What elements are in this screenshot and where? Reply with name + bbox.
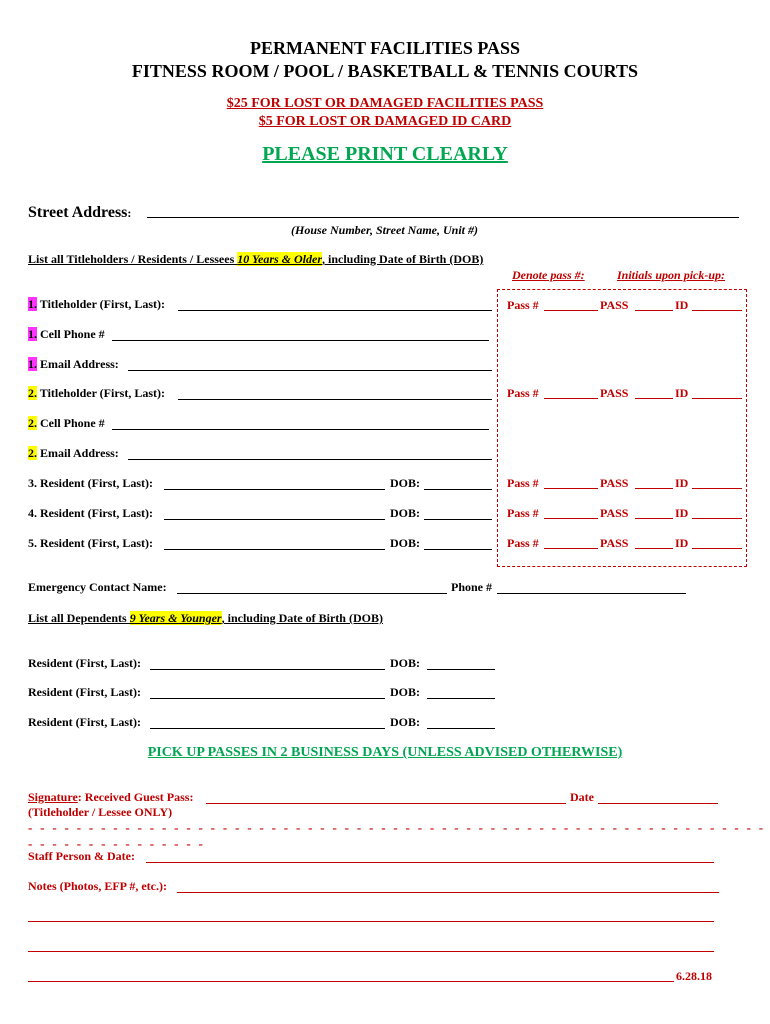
pass-initials-field[interactable] — [635, 310, 673, 311]
cell-phone-1-field[interactable] — [112, 340, 489, 341]
signature-date-label: Date — [570, 790, 594, 804]
id-initials-field[interactable] — [692, 310, 742, 311]
pass-number-field[interactable] — [544, 398, 598, 399]
email-2-label: 2. Email Address: — [28, 446, 119, 460]
fee-notice-id: $5 FOR LOST OR DAMAGED ID CARD — [258, 114, 512, 129]
staff-person-field[interactable] — [146, 862, 714, 863]
pickup-notice: PICK UP PASSES IN 2 BUSINESS DAYS (UNLESS ADVISED OTHERWISE) — [147, 745, 623, 760]
dependent-1-label: Resident (First, Last): — [28, 656, 141, 670]
initials-pickup-label: Initials upon pick-up: — [617, 268, 726, 282]
email-2-field[interactable] — [128, 459, 492, 460]
resident-5-dob-label: DOB: — [390, 536, 420, 550]
emergency-contact-label: Emergency Contact Name: — [28, 580, 167, 594]
pass-initials-field[interactable] — [635, 548, 673, 549]
pass-number-label: Pass # — [507, 476, 539, 490]
titleholders-intro: List all Titleholders / Residents / Lessees 10 Years & Older, including Date of Birth (DOB) — [28, 252, 484, 266]
id-initials-label: ID — [675, 386, 689, 400]
dependent-2-name-field[interactable] — [150, 698, 385, 699]
form-title: PERMANENT FACILITIES PASS — [249, 38, 521, 58]
resident-3-dob-label: DOB: — [390, 476, 420, 490]
print-clearly-notice: PLEASE PRINT CLEARLY — [262, 143, 508, 165]
resident-5-dob-field[interactable] — [424, 549, 492, 550]
dependent-1-dob-label: DOB: — [390, 656, 420, 670]
id-initials-label: ID — [675, 476, 689, 490]
pass-box — [497, 289, 747, 567]
pass-row-4 — [507, 506, 743, 520]
pass-initials-label: PASS — [600, 506, 629, 520]
signature-label: Signature: Received Guest Pass: — [28, 790, 194, 804]
pass-number-label: Pass # — [507, 536, 539, 550]
street-address-label: Street Address: — [28, 204, 132, 221]
resident-3-dob-field[interactable] — [424, 489, 492, 490]
titleholder-1-name-field[interactable] — [178, 310, 492, 311]
pass-initials-label: PASS — [600, 476, 629, 490]
pass-initials-label: PASS — [600, 298, 629, 312]
fee-notice-pass: $25 FOR LOST OR DAMAGED FACILITIES PASS — [226, 96, 544, 111]
notes-line-3[interactable] — [28, 951, 714, 952]
signature-sub-label: (Titleholder / Lessee ONLY) — [28, 805, 173, 819]
dependent-3-dob-field[interactable] — [427, 728, 495, 729]
pass-initials-label: PASS — [600, 386, 629, 400]
divider: - - - - - - - - - - - - - - - - - - - - - - - - - - - - - - - - - - - - - - - - - - - - - - - - - - - - - - - - - - - - - - - - - - - - - - - - - - - - — [28, 820, 766, 851]
titleholder-2-name-field[interactable] — [178, 399, 492, 400]
id-initials-field[interactable] — [692, 398, 742, 399]
pass-row-2 — [507, 386, 743, 400]
version-label: 6.28.18 — [676, 969, 712, 983]
form-subtitle: FITNESS ROOM / POOL / BASKETBALL & TENNIS COURTS — [131, 61, 639, 81]
cell-phone-2-field[interactable] — [112, 429, 489, 430]
cell-phone-2-label: 2. Cell Phone # — [28, 416, 105, 430]
emergency-contact-field[interactable] — [177, 593, 447, 594]
notes-label: Notes (Photos, EFP #, etc.): — [28, 879, 167, 893]
dependent-2-label: Resident (First, Last): — [28, 685, 141, 699]
pass-row-1 — [507, 298, 743, 312]
titleholder-1-label: 1. Titleholder (First, Last): — [28, 297, 165, 311]
email-1-label: 1. Email Address: — [28, 357, 119, 371]
pass-number-label: Pass # — [507, 506, 539, 520]
dependent-2-dob-field[interactable] — [427, 698, 495, 699]
id-initials-label: ID — [675, 536, 689, 550]
pass-number-label: Pass # — [507, 386, 539, 400]
pass-row-5 — [507, 536, 743, 550]
pass-number-field[interactable] — [544, 548, 598, 549]
dependents-intro: List all Dependents 9 Years & Younger, including Date of Birth (DOB) — [28, 611, 383, 625]
emergency-phone-label: Phone # — [451, 580, 493, 594]
street-address-field[interactable] — [147, 217, 739, 218]
dependent-2-dob-label: DOB: — [390, 685, 420, 699]
resident-5-name-field[interactable] — [164, 549, 385, 550]
id-initials-label: ID — [675, 506, 689, 520]
id-initials-field[interactable] — [692, 548, 742, 549]
staff-person-label: Staff Person & Date: — [28, 849, 135, 863]
pass-initials-field[interactable] — [635, 518, 673, 519]
dependent-1-dob-field[interactable] — [427, 669, 495, 670]
dependent-3-dob-label: DOB: — [390, 715, 420, 729]
id-initials-field[interactable] — [692, 488, 742, 489]
notes-line-2[interactable] — [28, 921, 714, 922]
denote-pass-label: Denote pass #: — [512, 268, 585, 282]
resident-4-dob-field[interactable] — [424, 519, 492, 520]
notes-field[interactable] — [177, 892, 719, 893]
dependent-1-name-field[interactable] — [150, 669, 385, 670]
resident-4-name-field[interactable] — [164, 519, 385, 520]
id-initials-label: ID — [675, 298, 689, 312]
resident-4-label: 4. Resident (First, Last): — [28, 506, 153, 520]
signature-field[interactable] — [206, 803, 566, 804]
dependent-3-name-field[interactable] — [150, 728, 385, 729]
titleholder-2-label: 2. Titleholder (First, Last): — [28, 386, 165, 400]
notes-line-4[interactable] — [28, 981, 674, 982]
signature-date-field[interactable] — [598, 803, 718, 804]
street-address-hint: (House Number, Street Name, Unit #) — [291, 223, 479, 237]
resident-3-name-field[interactable] — [164, 489, 385, 490]
pass-initials-field[interactable] — [635, 488, 673, 489]
pass-initials-label: PASS — [600, 536, 629, 550]
cell-phone-1-label: 1. Cell Phone # — [28, 327, 105, 341]
resident-4-dob-label: DOB: — [390, 506, 420, 520]
pass-number-field[interactable] — [544, 518, 598, 519]
pass-number-label: Pass # — [507, 298, 539, 312]
id-initials-field[interactable] — [692, 518, 742, 519]
resident-3-label: 3. Resident (First, Last): — [28, 476, 153, 490]
pass-initials-field[interactable] — [635, 398, 673, 399]
resident-5-label: 5. Resident (First, Last): — [28, 536, 153, 550]
pass-number-field[interactable] — [544, 310, 598, 311]
pass-row-3 — [507, 476, 743, 490]
dependent-3-label: Resident (First, Last): — [28, 715, 141, 729]
emergency-phone-field[interactable] — [497, 593, 686, 594]
pass-number-field[interactable] — [544, 488, 598, 489]
email-1-field[interactable] — [128, 370, 492, 371]
